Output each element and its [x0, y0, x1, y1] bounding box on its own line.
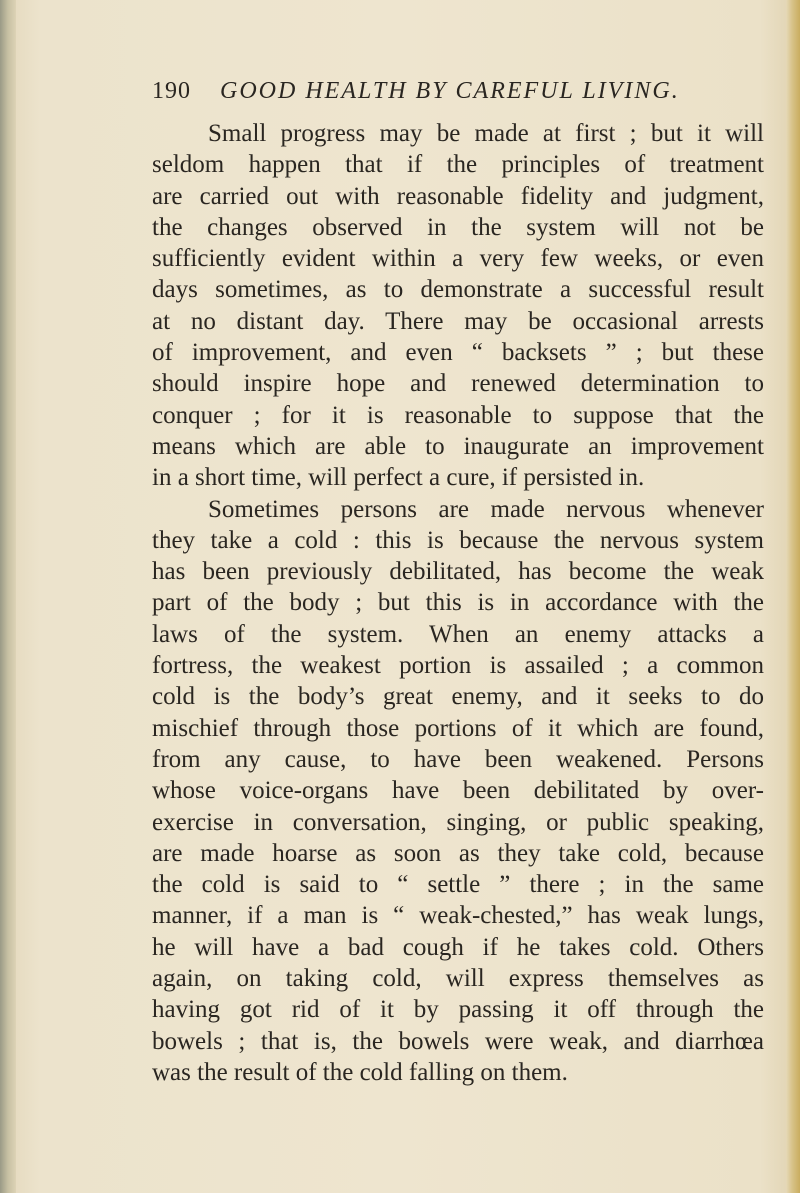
text-line: seldom happen that if the principles of treatment — [152, 151, 764, 179]
text-line: whose voice-organs have been debilitated by over- — [152, 777, 764, 805]
text-line: laws of the system. When an enemy attacks a — [152, 620, 764, 648]
text-line: bowels ; that is, the bowels were weak, and diarrhœa — [152, 1027, 764, 1055]
paragraph-2 — [152, 494, 764, 1089]
text-line: means which are able to inaugurate an improvement — [152, 432, 764, 460]
text-line: was the result of the cold falling on them. — [152, 1058, 568, 1086]
text-line: fortress, the weakest portion is assailed ; a common — [152, 652, 764, 680]
text-line: are made hoarse as soon as they take cold, because — [152, 839, 764, 867]
text-line: having got rid of it by passing it off through the — [152, 996, 764, 1024]
page-binding-shadow — [0, 0, 16, 1193]
text-line: they take a cold : this is because the nervous system — [152, 526, 764, 554]
text-line: again, on taking cold, will express themselves as — [152, 965, 764, 993]
running-title: GOOD HEALTH BY CAREFUL LIVING. — [220, 78, 680, 104]
text-line: at no distant day. There may be occasional arrests — [152, 307, 764, 335]
text-line: of improvement, and even “ backsets ” ; but these — [152, 339, 764, 367]
text-line: days sometimes, as to demonstrate a successful result — [152, 276, 764, 304]
text-line: cold is the body’s great enemy, and it seeks to do — [152, 683, 764, 711]
running-head — [152, 78, 712, 112]
text-line: the cold is said to “ settle ” there ; in the same — [152, 871, 764, 899]
page-edge — [786, 0, 800, 1193]
text-line: mischief through those portions of it which are found, — [152, 714, 764, 742]
body-text — [152, 118, 764, 1088]
text-line: has been previously debilitated, has become the weak — [152, 558, 764, 586]
text-line: in a short time, will perfect a cure, if persisted in. — [152, 464, 645, 492]
text-line: exercise in conversation, singing, or public speaking, — [152, 808, 764, 836]
text-line: Sometimes persons are made nervous whenever — [208, 495, 764, 523]
text-line: he will have a bad cough if he takes cold. Others — [152, 933, 764, 961]
page-number: 190 — [152, 78, 191, 104]
text-line: should inspire hope and renewed determination to — [152, 370, 764, 398]
text-line: manner, if a man is “ weak-chested,” has weak lungs, — [152, 902, 764, 930]
text-line: sufficiently evident within a very few weeks, or even — [152, 245, 764, 273]
text-line: the changes observed in the system will not be — [152, 213, 764, 241]
text-line: Small progress may be made at first ; but it will — [208, 120, 764, 147]
text-line: from any cause, to have been weakened. Persons — [152, 745, 764, 773]
paragraph-1 — [152, 118, 764, 494]
text-line: are carried out with reasonable fidelity and judgment, — [152, 182, 764, 210]
text-line: conquer ; for it is reasonable to suppose that the — [152, 401, 764, 429]
text-line: part of the body ; but this is in accordance with the — [152, 589, 764, 617]
